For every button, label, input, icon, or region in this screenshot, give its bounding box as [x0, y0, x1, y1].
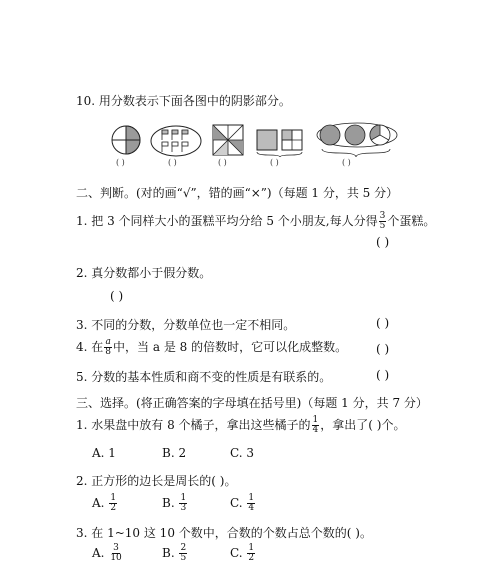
section3-title: 三、选择。(将正确答案的字母填在括号里)（每题 1 分，共 7 分）	[76, 396, 428, 410]
fraction: $\frac{1}{4}$	[312, 415, 319, 435]
choice-option-a[interactable]: A. $\frac{1}{2}$	[92, 493, 117, 513]
choice-item-3: 3. 在 1~10 这 10 个数中，合数的个数占总个数的( )。	[76, 526, 372, 540]
figure-square-triangles	[212, 124, 244, 156]
q10-answer-blank[interactable]: ( )	[218, 158, 227, 167]
q10-answer-blank[interactable]: ( )	[116, 158, 125, 167]
choice-option-c[interactable]: C. $\frac{1}{4}$	[230, 493, 255, 513]
judge-paren-4[interactable]: ( )	[376, 342, 390, 356]
figure-three-circles	[316, 122, 398, 162]
choice-option-c[interactable]: C. 3	[230, 446, 255, 460]
q10-answer-blank[interactable]: ( )	[270, 158, 279, 167]
choice-option-a[interactable]: A. 1	[92, 446, 116, 460]
choice-option-b[interactable]: B. 2	[162, 446, 187, 460]
section2-title: 二、判断。(对的画“√”，错的画“×”)（每题 1 分，共 5 分）	[76, 186, 399, 200]
judge-item-3: 3. 不同的分数，分数单位也一定不相同。	[76, 318, 296, 332]
fraction: $\frac{a}{8}$	[105, 337, 112, 357]
choice-item-1: 1. 水果盘中放有 8 个橘子，拿出这些橘子的 $\frac{1}{4}$ ，拿出了( )个。	[76, 415, 406, 435]
judge-item-1: 1. 把 3 个同样大小的蛋糕平均分给 5 个小朋友,每人分得 $\frac{3}{5}$ 个蛋糕。	[76, 211, 436, 231]
figure-square-grids	[256, 124, 306, 158]
judge-item-4: 4. 在 $\frac{a}{8}$ 中，当 a 是 8 的倍数时，它可以化成整数。	[76, 337, 348, 357]
judge-paren-1[interactable]: ( )	[376, 235, 390, 249]
figure-ellipse-flags	[150, 124, 202, 158]
q10-answer-blank[interactable]: ( )	[168, 158, 177, 167]
choice-option-a[interactable]: A. $\frac{3}{10}$	[92, 543, 122, 563]
q10-answer-blank[interactable]: ( )	[342, 158, 351, 167]
judge-paren-2[interactable]: ( )	[110, 289, 124, 303]
choice-option-c[interactable]: C. $\frac{1}{2}$	[230, 543, 255, 563]
judge-paren-3[interactable]: ( )	[376, 316, 390, 330]
judge-paren-5[interactable]: ( )	[376, 368, 390, 382]
judge-item-5: 5. 分数的基本性质和商不变的性质是有联系的。	[76, 370, 332, 384]
q10-title: 10. 用分数表示下面各图中的阴影部分。	[76, 94, 291, 108]
choice-option-b[interactable]: B. $\frac{2}{5}$	[162, 543, 187, 563]
choice-option-b[interactable]: B. $\frac{1}{3}$	[162, 493, 187, 513]
judge-item-2: 2. 真分数都小于假分数。	[76, 266, 212, 280]
fraction: $\frac{3}{5}$	[379, 211, 386, 231]
figure-circle-quarters	[110, 124, 142, 156]
choice-item-2: 2. 正方形的边长是周长的( )。	[76, 474, 237, 488]
